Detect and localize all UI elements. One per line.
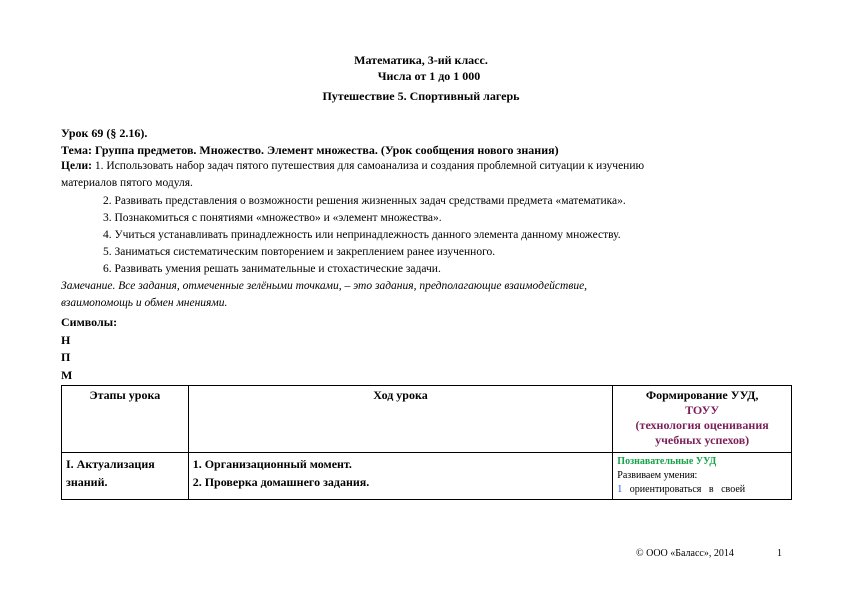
lesson-title: Урок 69 (§ 2.16). [61,126,148,140]
goals-first [61,160,644,172]
doc-range: Числа от 1 до 1 000 [377,69,481,83]
table-row [62,453,792,500]
uud-item [617,483,787,497]
lesson-topic [61,143,559,158]
header-course: Ход урока [188,386,613,453]
uud-item-text: ориентироваться в своей [629,484,746,495]
row-uud [613,453,792,500]
goal-item: 3. Познакомиться с понятиями «множество» и «элемент множества». [103,212,442,224]
goal-1-cont: материалов пятого модуля. [61,177,193,189]
row-course [188,453,613,500]
row-stage: I. Актуализация знаний. [62,453,189,500]
header-uud-cell [613,386,792,453]
goals-label: Цели: [61,160,92,172]
note-line-2: взаимопомощь и обмен мнениями. [61,297,228,309]
header-touu-full: (технология оценивания учебных успехов) [635,418,769,447]
goal-item: 2. Развивать представления о возможности решения жизненных задач средствами предмета «математика». [103,195,626,207]
uud-skills: Развиваем умения: [617,470,698,481]
symbol-p: П [61,350,71,364]
topic-label: Тема: [61,143,92,157]
course-item: 2. Проверка домашнего задания. [192,475,370,489]
symbol-m: М [61,368,73,382]
goal-item: 6. Развивать умения решать занимательные и стохастические задачи. [103,263,441,275]
header-touu: ТОУУ [685,403,720,417]
header-uud: Формирование УУД, [645,388,759,402]
uud-title: Познавательные УУД [617,456,717,467]
page-number: 1 [777,548,782,559]
uud-item-number: 1 [617,484,623,495]
footer-copyright: © ООО «Баласс», 2014 [636,548,734,559]
lesson-table [61,385,792,500]
doc-journey: Путешествие 5. Спортивный лагерь [322,89,520,103]
goal-item: 4. Учиться устанавливать принадлежность или непринадлежность данного элемента данному множеству. [103,229,621,241]
course-item: 1. Организационный момент. [192,457,352,471]
header-stages: Этапы урока [62,386,189,453]
doc-subject: Математика, 3-ий класс. [354,53,488,67]
topic-text: Группа предметов. Множество. Элемент множества. (Урок сообщения нового знания) [91,143,559,157]
symbols-label: Символы: [61,315,118,329]
note-line-1: Замечание. Все задания, отмеченные зелёными точками, – это задания, предполагающие взаимодействие, [61,280,588,292]
table-header-row [62,386,792,453]
symbol-n: Н [61,333,71,347]
goal-1: 1. Использовать набор задач пятого путешествия для самоанализа и создания проблемной ситуации к изучению [91,160,645,172]
goal-item: 5. Заниматься систематическим повторением и закреплением ранее изученного. [103,246,496,258]
